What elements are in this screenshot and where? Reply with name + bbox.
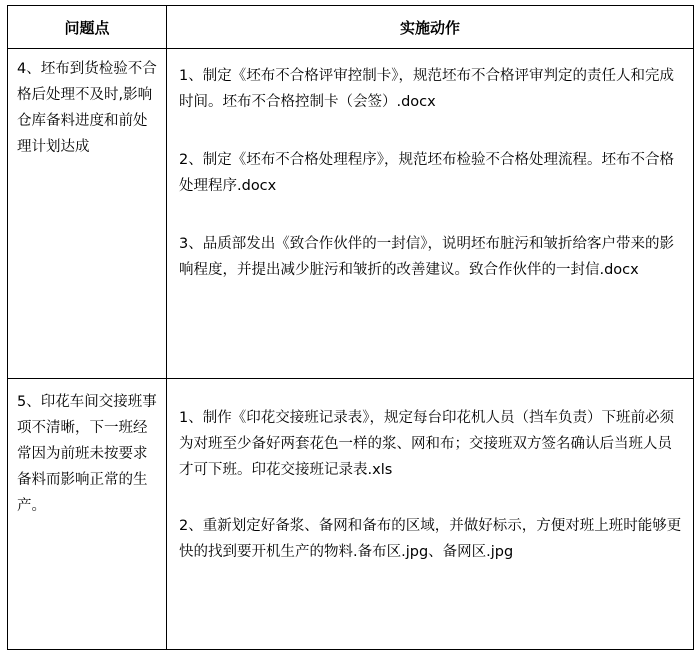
table-row xyxy=(8,49,694,379)
issue-cell: 5、印花车间交接班事项不清晰，下一班经常因为前班未按要求备料而影响正常的生产。 xyxy=(8,379,167,650)
action-item: 1、制作《印花交接班记录表》，规定每台印花机人员（挡车负责）下班前必须为对班至少备好两套花色一样的浆、网和布；交接班双方签名确认后当班人员才可下班。印花交接班记录表.xls xyxy=(179,410,674,478)
action-item: 3、品质部发出《致合作伙伴的一封信》，说明坯布脏污和皱折给客户带来的影响程度，并提出减少脏污和皱折的改善建议。致合作伙伴的一封信.docx xyxy=(179,236,674,278)
actions-cell xyxy=(167,379,694,650)
action-item: 2、重新划定好备浆、备网和备布的区域，并做好标示，方便对班上班时能够更快的找到要开机生产的物料.备布区.jpg、备网区.jpg xyxy=(179,518,682,560)
action-item: 1、制定《坯布不合格评审控制卡》，规范坯布不合格评审判定的责任人和完成时间。坯布不合格控制卡（会签）.docx xyxy=(179,68,674,110)
improvement-table xyxy=(7,5,694,650)
header-action: 实施动作 xyxy=(167,6,694,49)
table-row xyxy=(8,379,694,650)
action-item: 2、制定《坯布不合格处理程序》，规范坯布检验不合格处理流程。坯布不合格处理程序.docx xyxy=(179,152,674,194)
actions-cell xyxy=(167,49,694,379)
table-header-row xyxy=(8,6,694,49)
issue-cell: 4、坯布到货检验不合格后处理不及时,影响仓库备料进度和前处理计划达成 xyxy=(8,49,167,379)
header-issue: 问题点 xyxy=(8,6,167,49)
